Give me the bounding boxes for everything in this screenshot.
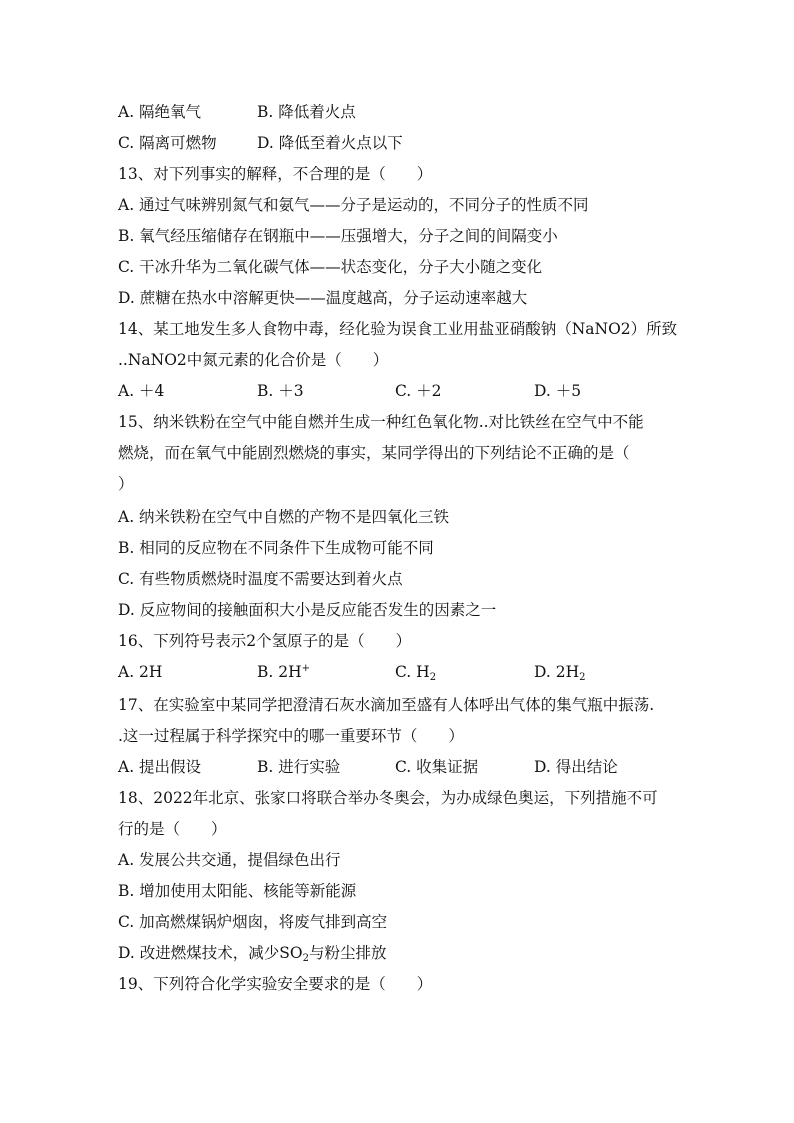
q17-option-b: B. 进行实验 — [257, 758, 341, 776]
q14-option-c: C. ＋2 — [395, 382, 442, 400]
q15-option-b: B. 相同的反应物在不同条件下生成物可能不同 — [118, 539, 434, 557]
q15-stem-line-1: 15、纳米铁粉在空气中能自燃并生成一种红色氧化物..对比铁丝在空气中不能 — [118, 413, 644, 431]
q13-option-c: C. 干冰升华为二氧化碳气体——状态变化，分子大小随之变化 — [118, 258, 543, 276]
q16-option-c-subscript: 2 — [429, 672, 437, 683]
q16-option-c — [395, 660, 436, 684]
q14-option-b: B. ＋3 — [257, 382, 304, 400]
q13-option-a: A. 通过气味辨别氮气和氨气——分子是运动的，不同分子的性质不同 — [118, 196, 589, 214]
q16-option-b — [257, 660, 310, 684]
q18-option-b: B. 增加使用太阳能、核能等新能源 — [118, 882, 357, 900]
q16-option-b-charge: + — [301, 663, 311, 674]
q15-option-c: C. 有些物质燃烧时温度不需要达到着火点 — [118, 570, 403, 588]
q16-stem: 16、下列符号表示2个氢原子的是（ ） — [118, 632, 412, 650]
q18-option-d — [118, 941, 386, 965]
q18-stem-line-1: 18、2022年北京、张家口将联合举办冬奥会，为办成绿色奥运，下列措施不可 — [118, 789, 658, 807]
q12-option-d: D. 降低至着火点以下 — [257, 134, 403, 152]
q16-option-a: A. 2H — [118, 663, 163, 681]
q12-option-b: B. 降低着火点 — [257, 103, 356, 121]
q17-option-c: C. 收集证据 — [395, 758, 479, 776]
q18-stem-line-2: 行的是（ ） — [118, 820, 227, 838]
q14-option-a: A. ＋4 — [118, 382, 165, 400]
q16-option-c-text: C. H — [395, 663, 430, 681]
q16-option-d-subscript: 2 — [579, 672, 586, 683]
q13-option-d: D. 蔗糖在热水中溶解更快——温度越高，分子运动速率越大 — [118, 289, 528, 307]
q16-option-d-text: D. 2H — [534, 663, 580, 681]
q14-option-d: D. ＋5 — [534, 382, 582, 400]
q12-option-c: C. 隔离可燃物 — [118, 134, 217, 152]
q19-stem: 19、下列符合化学实验安全要求的是（ ） — [118, 975, 433, 993]
q18-option-a: A. 发展公共交通，提倡绿色出行 — [118, 851, 341, 869]
q13-option-b: B. 氧气经压缩储存在钢瓶中——压强增大，分子之间的间隔变小 — [118, 227, 558, 245]
q15-option-a: A. 纳米铁粉在空气中自燃的产物不是四氧化三铁 — [118, 508, 450, 526]
q18-option-d-text: D. 改进燃煤技术，减少SO — [118, 944, 303, 962]
q15-stem-line-3: ） — [118, 475, 134, 493]
q15-stem-line-2: 燃烧，而在氧气中能剧烈燃烧的事实，某同学得出的下列结论不正确的是（ — [118, 444, 630, 462]
q14-stem-line-2: ..NaNO2中氮元素的化合价是（ ） — [118, 351, 389, 369]
q17-stem-line-1: 17、在实验室中某同学把澄清石灰水滴加至盛有人体呼出气体的集气瓶中振荡. — [118, 696, 655, 714]
q18-option-d-text-end: 与粉尘排放 — [308, 944, 387, 962]
q17-stem-line-2: .这一过程属于科学探究中的哪一重要环节（ ） — [118, 727, 464, 745]
q17-option-d: D. 得出结论 — [534, 758, 618, 776]
q13-stem: 13、对下列事实的解释，不合理的是（ ） — [118, 165, 433, 183]
q12-option-a: A. 隔绝氧气 — [118, 103, 202, 121]
q17-option-a: A. 提出假设 — [118, 758, 202, 776]
q16-option-d — [534, 660, 585, 684]
q14-stem-line-1: 14、某工地发生多人食物中毒，经化验为误食工业用盐亚硝酸钠（NaNO2）所致 — [118, 320, 678, 338]
q18-option-d-subscript: 2 — [302, 953, 309, 964]
q15-option-d: D. 反应物间的接触面积大小是反应能否发生的因素之一 — [118, 601, 497, 619]
q16-option-b-text: B. 2H — [257, 663, 302, 681]
q18-option-c: C. 加高燃煤锅炉烟囱，将废气排到高空 — [118, 913, 388, 931]
